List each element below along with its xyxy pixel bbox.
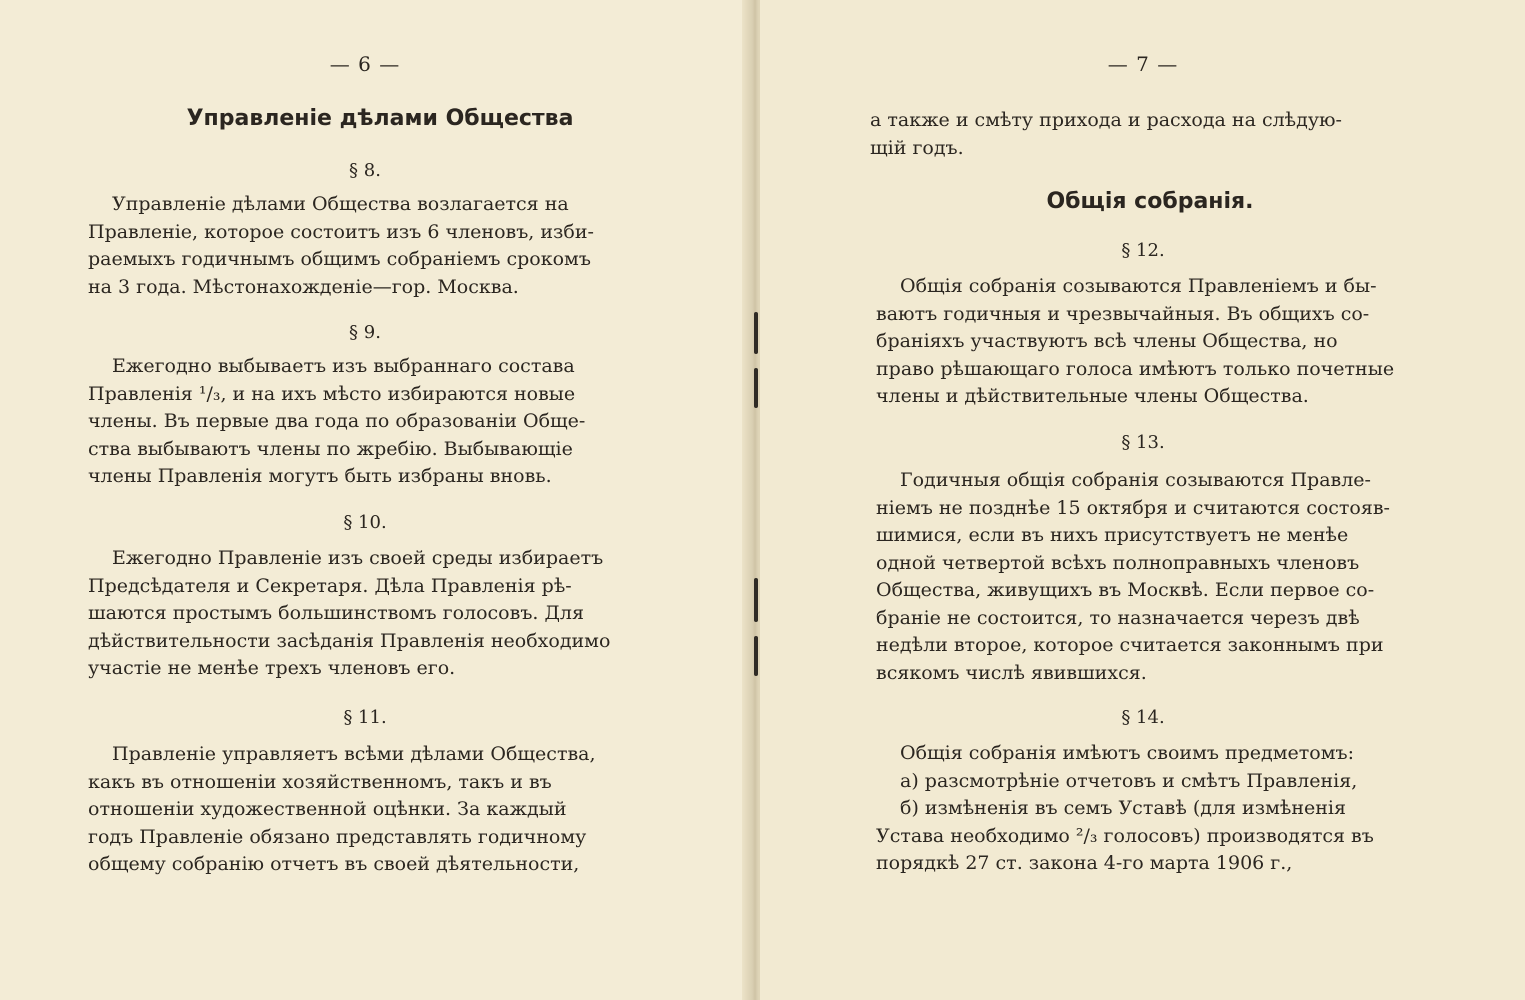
text-line: члены. Въ первые два года по образованіи Обще- <box>88 410 586 432</box>
text-line: право рѣшающаго голоса имѣютъ только почетные <box>876 357 1395 380</box>
binding-stitch <box>754 312 758 354</box>
binding-stitch <box>754 368 758 408</box>
paragraph-sign: § 12. <box>1121 240 1165 261</box>
paragraph-sign: § 14. <box>1121 707 1165 728</box>
paragraph-sign: § 13. <box>1121 432 1165 453</box>
text-line: Устава необходимо ²/₃ голосовъ) производятся въ <box>876 824 1374 847</box>
paragraph-text <box>876 467 1426 687</box>
paragraph-sign: § 10. <box>343 512 387 533</box>
left-page <box>0 0 750 1000</box>
text-line: ства выбываютъ члены по жребію. Выбывающіе <box>88 437 573 460</box>
text-line: Ежегодно Правленіе изъ своей среды избираетъ <box>112 547 604 569</box>
text-line: Годичныя общія собранія созываются Правле- <box>900 469 1371 491</box>
text-line: ніемъ не позднѣе 15 октября и считаются состояв- <box>876 496 1390 519</box>
paragraph-text <box>876 273 1426 411</box>
text-line: Правленія ¹/₃, и на ихъ мѣсто избираются новые <box>88 382 576 405</box>
text-line: шаются простымъ большинствомъ голосовъ. Для <box>88 602 584 624</box>
text-line: браніе не состоится, то назначается черезъ двѣ <box>876 606 1360 629</box>
text-line: недѣли второе, которое считается законнымъ при <box>876 634 1384 656</box>
text-line: какъ въ отношеніи хозяйственномъ, такъ и въ <box>88 770 552 793</box>
text-line: отношеніи художественной оцѣнки. За каждый <box>88 798 567 820</box>
paragraph-text <box>88 545 644 683</box>
text-line: всякомъ числѣ явившихся. <box>876 661 1147 684</box>
text-line: а) разсмотрѣніе отчетовъ и смѣтъ Правленія, <box>900 769 1358 792</box>
text-line: участіе не менѣе трехъ членовъ его. <box>88 657 456 679</box>
paragraph-sign: § 11. <box>343 707 387 728</box>
text-line: раемыхъ годичнымъ общимъ собраніемъ срокомъ <box>88 248 591 270</box>
text-line: Общія собранія созываются Правленіемъ и бы- <box>900 275 1377 297</box>
text-line: одной четвертой всѣхъ полноправныхъ членовъ <box>876 551 1360 574</box>
text-line: ваютъ годичныя и чрезвычайныя. Въ общихъ со- <box>876 302 1370 325</box>
text-line: годъ Правленіе обязано представлять годичному <box>88 825 587 848</box>
paragraph-text <box>88 353 644 491</box>
text-line: Общія собранія имѣютъ своимъ предметомъ: <box>900 742 1354 764</box>
text-line: дѣйствительности засѣданія Правленія необходимо <box>88 629 611 652</box>
binding-stitch <box>754 636 758 676</box>
right-page <box>760 0 1525 1000</box>
text-line: Ежегодно выбываетъ изъ выбраннаго состава <box>112 355 575 377</box>
section-heading: Общія собранія. <box>1046 189 1254 214</box>
text-line: порядкѣ 27 ст. закона 4-го марта 1906 г., <box>876 852 1293 874</box>
text-line: Правленіе управляетъ всѣми дѣлами Общества, <box>112 743 596 765</box>
text-line: щій годъ. <box>870 136 964 159</box>
continuation-text <box>870 107 1426 162</box>
text-line: на 3 года. Мѣстонахожденіе—гор. Москва. <box>88 275 519 298</box>
text-line: Управленіе дѣлами Общества возлагается на <box>112 193 569 215</box>
text-line: Общества, живущихъ въ Москвѣ. Если первое со- <box>876 579 1375 601</box>
text-line: члены Правленія могутъ быть избраны вновь. <box>88 465 552 487</box>
text-line: а также и смѣту прихода и расхода на слѣдую- <box>870 109 1342 131</box>
page-number: — 7 — <box>1107 52 1179 76</box>
paragraph-sign: § 9. <box>349 322 381 343</box>
text-line: общему собранію отчетъ въ своей дѣятельности, <box>88 853 580 875</box>
text-line: Предсѣдателя и Секретаря. Дѣла Правленія рѣ- <box>88 574 572 597</box>
text-line: браніяхъ участвуютъ всѣ члены Общества, но <box>876 330 1338 352</box>
text-line: шимися, если въ нихъ присутствуетъ не менѣе <box>876 524 1349 546</box>
section-heading: Управленіе дѣлами Общества <box>186 106 574 131</box>
paragraph-text <box>88 741 644 879</box>
paragraph-sign: § 8. <box>349 160 381 181</box>
page-number: — 6 — <box>329 52 401 76</box>
text-line: Правленіе, которое состоитъ изъ 6 членовъ, изби- <box>88 220 594 243</box>
text-line: члены и дѣйствительные члены Общества. <box>876 385 1309 407</box>
text-line: б) измѣненія въ семъ Уставѣ (для измѣненія <box>900 797 1346 819</box>
paragraph-text <box>876 740 1426 878</box>
paragraph-text <box>88 191 644 301</box>
binding-stitch <box>754 578 758 622</box>
